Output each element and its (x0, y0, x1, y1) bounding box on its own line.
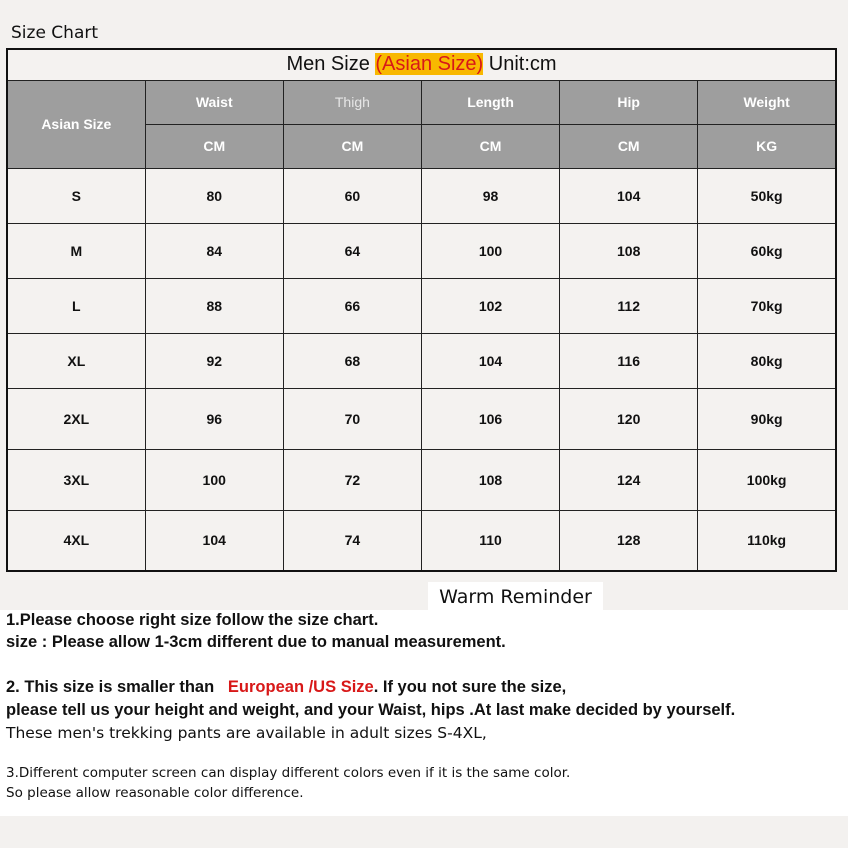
value-cell: 80 (145, 168, 283, 223)
value-cell: 100 (145, 449, 283, 510)
value-cell: 108 (421, 449, 559, 510)
value-cell: 66 (283, 278, 421, 333)
unit-cell: CM (145, 124, 283, 168)
reminder-line-7: So please allow reasonable color difference. (6, 785, 304, 801)
table-row (7, 278, 836, 333)
unit-cell: CM (560, 124, 698, 168)
table-caption-row (7, 49, 836, 80)
value-cell: 104 (145, 510, 283, 571)
value-cell: 104 (560, 168, 698, 223)
header-hip: Hip (560, 80, 698, 124)
unit-cell: CM (283, 124, 421, 168)
unit-cell: CM (421, 124, 559, 168)
size-chart-table (6, 48, 837, 572)
size-cell: M (7, 223, 145, 278)
reminder-line-2: size : Please allow 1-3cm different due to manual measurement. (6, 633, 506, 651)
table-row (7, 223, 836, 278)
value-cell: 104 (421, 333, 559, 388)
header-thigh: Thigh (283, 80, 421, 124)
table-row (7, 449, 836, 510)
value-cell: 120 (560, 388, 698, 449)
caption-text: Men Size (286, 53, 376, 76)
value-cell: 110kg (698, 510, 836, 571)
header-weight: Weight (698, 80, 836, 124)
value-cell: 84 (145, 223, 283, 278)
value-cell: 100 (421, 223, 559, 278)
header-row (7, 80, 836, 124)
size-cell: L (7, 278, 145, 333)
header-asian-size: Asian Size (7, 80, 145, 168)
reminder-line-4: please tell us your height and weight, and your Waist, hips .At last make decided by yourself. (6, 701, 736, 719)
table-row (7, 510, 836, 571)
table-row (7, 168, 836, 223)
table-row (7, 333, 836, 388)
value-cell: 50kg (698, 168, 836, 223)
value-cell: 112 (560, 278, 698, 333)
value-cell: 64 (283, 223, 421, 278)
reminder-line-5: These men's trekking pants are available in adult sizes S-4XL, (6, 724, 487, 742)
reminder-line-3-post: . If you not sure the size, (373, 678, 567, 696)
reminder-line-6: 3.Different computer screen can display different colors even if it is the same color. (6, 765, 571, 781)
value-cell: 72 (283, 449, 421, 510)
value-cell: 106 (421, 388, 559, 449)
value-cell: 70kg (698, 278, 836, 333)
value-cell: 68 (283, 333, 421, 388)
size-cell: XL (7, 333, 145, 388)
page-title: Size Chart (11, 23, 99, 43)
reminder-heading: Warm Reminder (428, 582, 603, 612)
reminder-line-1: 1.Please choose right size follow the size chart. (6, 611, 379, 629)
value-cell: 124 (560, 449, 698, 510)
table-row (7, 388, 836, 449)
value-cell: 60kg (698, 223, 836, 278)
table-caption (7, 49, 836, 80)
value-cell: 90kg (698, 388, 836, 449)
header-length: Length (421, 80, 559, 124)
reminder-line-3 (6, 678, 566, 697)
size-cell: S (7, 168, 145, 223)
reminder-line-3-pre: 2. This size is smaller than (6, 678, 228, 696)
size-cell: 4XL (7, 510, 145, 571)
value-cell: 110 (421, 510, 559, 571)
value-cell: 100kg (698, 449, 836, 510)
european-us-size-text: European /US Size (227, 678, 374, 696)
header-waist: Waist (145, 80, 283, 124)
value-cell: 92 (145, 333, 283, 388)
value-cell: 88 (145, 278, 283, 333)
size-cell: 2XL (7, 388, 145, 449)
value-cell: 74 (283, 510, 421, 571)
caption-highlight: (Asian Size) (375, 53, 484, 76)
value-cell: 70 (283, 388, 421, 449)
unit-cell: KG (698, 124, 836, 168)
value-cell: 60 (283, 168, 421, 223)
value-cell: 102 (421, 278, 559, 333)
value-cell: 96 (145, 388, 283, 449)
value-cell: 128 (560, 510, 698, 571)
size-cell: 3XL (7, 449, 145, 510)
value-cell: 108 (560, 223, 698, 278)
value-cell: 80kg (698, 333, 836, 388)
value-cell: 116 (560, 333, 698, 388)
value-cell: 98 (421, 168, 559, 223)
caption-unit: Unit:cm (483, 53, 557, 76)
